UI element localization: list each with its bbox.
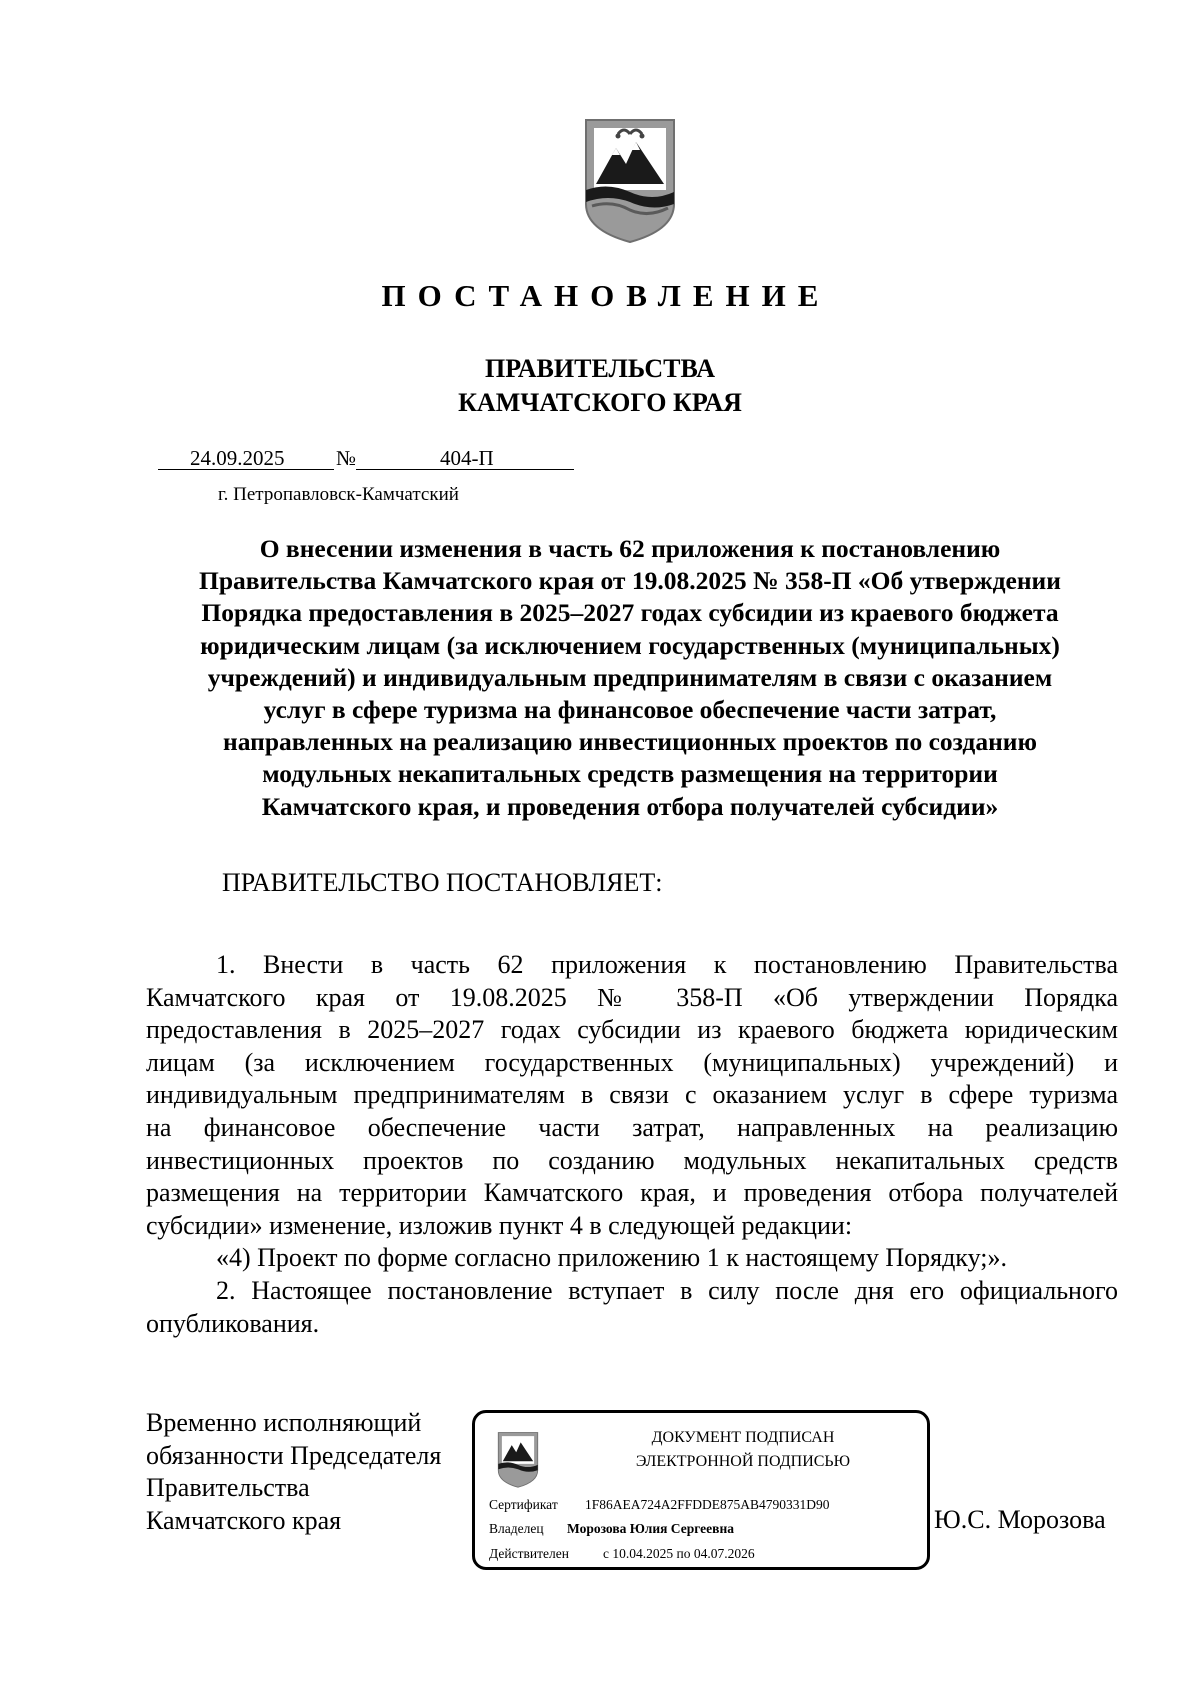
document-date: 24.09.2025 <box>190 446 285 470</box>
document-type-title: ПОСТАНОВЛЕНИЕ <box>381 278 831 313</box>
body-line: на финансовое обеспечение части затрат, направленных на реализацию <box>146 1112 1118 1142</box>
stamp-certificate-row <box>489 1497 830 1513</box>
issuer-line-1: ПРАВИТЕЛЬСТВА <box>485 354 715 383</box>
stamp-certificate-value: 1F86AEA724A2FFDDE875AB4790331D90 <box>585 1497 830 1512</box>
body-line: субсидии» изменение, изложив пункт 4 в следующей редакции: <box>146 1210 853 1240</box>
subject-line: Порядка предоставления в 2025–2027 годах субсидии из краевого бюджета <box>201 598 1059 628</box>
stamp-heading-2: ЭЛЕКТРОННОЙ ПОДПИСЬЮ <box>635 1453 851 1470</box>
subject-line: Камчатского края, и проведения отбора получателей субсидии» <box>261 791 999 821</box>
signer-position <box>146 1407 441 1537</box>
body-line: размещения на территории Камчатского края, и проведения отбора получателей <box>146 1178 1118 1208</box>
signer-position-line: обязанности Председателя <box>146 1440 442 1470</box>
signer-position-line: Правительства <box>146 1473 310 1502</box>
body-line: 2. Настоящее постановление вступает в силу после дня его официального <box>216 1275 1118 1305</box>
subject-line: Правительства Камчатского края от 19.08.2025 № 358-П «Об утверждении <box>199 566 1061 596</box>
subject-line: юридическим лицам (за исключением государственных (муниципальных) <box>200 630 1060 660</box>
stamp-owner-value: Морозова Юлия Сергеевна <box>567 1521 734 1536</box>
body-line: предоставления в 2025–2027 годах субсидии из краевого бюджета юридическим <box>146 1015 1118 1045</box>
body-line: лицам (за исключением государственных (муниципальных) учреждений) и <box>146 1047 1118 1077</box>
subject-line: модульных некапитальных средств размещения на территории <box>262 759 998 789</box>
coat-of-arms-icon <box>578 112 682 246</box>
issuer-line-2: КАМЧАТСКОГО КРАЯ <box>458 388 742 417</box>
body-line: Камчатского края от 19.08.2025 № 358-П «Об утверждении Порядка <box>146 982 1118 1012</box>
body-line: инвестиционных проектов по созданию модульных некапитальных средств <box>146 1145 1118 1175</box>
subject-line: учреждений) и индивидуальным предпринимателям в связи с оказанием <box>207 662 1053 692</box>
subject-line: услуг в сфере туризма на финансовое обеспечение части затрат, <box>263 695 997 725</box>
stamp-heading-1: ДОКУМЕНТ ПОДПИСАН <box>651 1429 835 1446</box>
subject-line: О внесении изменения в часть 62 приложения к постановлению <box>259 534 1001 563</box>
body-line: «4) Проект по форме согласно приложению 1 к настоящему Порядку;». <box>216 1243 1007 1273</box>
stamp-validity-label: Действителен <box>489 1546 569 1561</box>
subject-line: направленных на реализацию инвестиционных проектов по созданию <box>223 727 1037 757</box>
body-line: 1. Внести в часть 62 приложения к постановлению Правительства <box>216 950 1118 979</box>
coat-of-arms-icon <box>493 1429 543 1489</box>
body-line: индивидуальным предпринимателям в связи с оказанием услуг в сфере туризма <box>146 1080 1118 1110</box>
city: г. Петропавловск-Камчатский <box>218 484 459 505</box>
body-line: опубликования. <box>146 1308 320 1338</box>
stamp-certificate-label: Сертификат <box>489 1497 558 1512</box>
document-subject <box>140 533 1120 823</box>
document-body <box>146 949 1118 1340</box>
electronic-signature-stamp <box>472 1410 930 1570</box>
stamp-owner-label: Владелец <box>489 1521 544 1536</box>
stamp-owner-row <box>489 1521 734 1537</box>
document-number: 404-П <box>440 446 494 470</box>
signer-name: Ю.С. Морозова <box>934 1505 1106 1534</box>
signer-position-line: Камчатского края <box>146 1505 342 1535</box>
number-sign: № <box>336 446 357 470</box>
stamp-validity-row <box>489 1546 755 1562</box>
decree-heading: ПРАВИТЕЛЬСТВО ПОСТАНОВЛЯЕТ: <box>222 868 663 897</box>
signer-position-line: Временно исполняющий <box>146 1408 422 1437</box>
stamp-validity-value: с 10.04.2025 по 04.07.2026 <box>603 1546 755 1561</box>
